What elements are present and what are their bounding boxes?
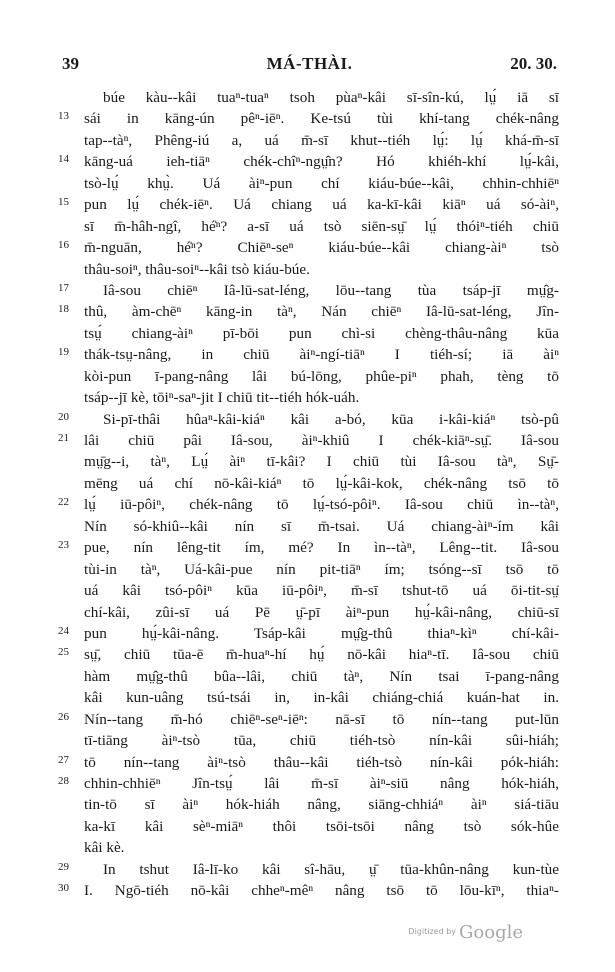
- text-line: [0, 794, 615, 815]
- line-text: tin-tō sī àiⁿ hók-hiáh nâng, siāng-chhiáⁿ àiⁿ siá-tiāu: [84, 796, 559, 814]
- text-line: [0, 301, 615, 322]
- text-line: [0, 430, 615, 451]
- text-line: [0, 451, 615, 472]
- chapter-verse: 20. 30.: [510, 54, 557, 73]
- line-text: lâi chiū pâi Iâ-sou, àiⁿ-khiû I chék-kiāⁿ-sṳ̄. Iâ-sou: [84, 432, 559, 449]
- verse-number: 23: [58, 539, 69, 552]
- line-text: tō nín--tang àiⁿ-tsò thâu--kâi tiéh-tsò nín-kâi pók-hiáh:: [84, 753, 559, 771]
- text-line: [0, 880, 615, 901]
- line-text: tsò-lṳ́ khṳ̀. Uá àiⁿ-pun chí kiáu-búe--kâi, chhin-chhiēⁿ: [84, 174, 559, 192]
- text-line: [0, 194, 615, 215]
- line-text: I. Ngō-tiéh nō-kâi chheⁿ-mêⁿ nâng tsō tō lōu-kīⁿ, thiaⁿ-: [84, 882, 559, 900]
- line-text: pun lṳ́ chék-iēⁿ. Uá chiang uá ka-kī-kâi kiāⁿ uá só-àiⁿ,: [84, 196, 559, 214]
- text-body: [0, 87, 615, 902]
- verse-number: 30: [58, 882, 69, 895]
- text-line: [0, 859, 615, 880]
- text-line: [0, 580, 615, 601]
- text-line: [0, 837, 615, 858]
- verse-number: 28: [58, 775, 69, 787]
- verse-number: 17: [58, 281, 69, 294]
- line-text: pun hṳ́-kâi-nâng. Tsáp-kâi mṳ̂g-thû thiaⁿ-kìⁿ chí-kâi-: [84, 624, 559, 642]
- verse-number: 20: [58, 410, 69, 423]
- text-line: [0, 130, 615, 151]
- digitized-by-label: Digitized by: [408, 927, 457, 936]
- text-line: [0, 366, 615, 387]
- text-line: [0, 409, 615, 430]
- text-line: [0, 387, 615, 408]
- verse-number: 25: [58, 646, 69, 659]
- text-line: [0, 773, 615, 794]
- text-line: [0, 173, 615, 194]
- text-line: [0, 473, 615, 494]
- line-text: thâu-soiⁿ, thâu-soiⁿ--kâi tsò kiáu-búe.: [84, 260, 310, 278]
- text-line: [0, 752, 615, 773]
- text-line: [0, 709, 615, 730]
- verse-number: 22: [58, 496, 69, 509]
- verse-number: 24: [58, 624, 69, 637]
- line-text: tī-tiāng àiⁿ-tsò tūa, chiū tiéh-tsò nín-kâi sûi-hiáh;: [84, 732, 559, 750]
- line-text: sī m̄-hâh-ngî, hé̍ⁿ? a-sī uá tsò siēn-sṳ̄ lṳ́ thóiⁿ-tiéh chiū: [84, 217, 559, 235]
- verse-number: 14: [58, 153, 69, 166]
- text-line: [0, 216, 615, 237]
- verse-number: 18: [58, 303, 69, 316]
- text-line: [0, 323, 615, 344]
- text-line: [0, 280, 615, 301]
- line-text: kâi kè.: [84, 839, 125, 857]
- line-text: pue, nín lêng-tit ím, mé? In ìn--tàⁿ, Lêng--tit. Iâ-sou: [84, 539, 559, 557]
- text-line: [0, 108, 615, 129]
- running-header: [62, 54, 557, 78]
- line-text: kāng-uá ieh-tiāⁿ chék-chîⁿ-ngṳ̂n? Hó khiéh-khí lṳ́-kâi,: [84, 153, 559, 171]
- text-line: [0, 602, 615, 623]
- digitized-by-google-watermark: [363, 922, 523, 948]
- line-text: Iâ-sou chiēⁿ Iâ-lū-sat-léng, lōu--tang tùa tsáp-jī mṳ̂g-: [103, 281, 559, 299]
- line-text: búe kàu--kâi tuaⁿ-tuaⁿ tsoh pùaⁿ-kâi sī-sîn-kú, lṳ́ iā sī: [103, 89, 559, 106]
- verse-number: 27: [58, 753, 69, 766]
- text-line: [0, 623, 615, 644]
- line-text: kâi kun-uâng tsú-tsái in, in-kâi chiáng-chiá kuán-hat in.: [84, 689, 559, 707]
- text-line: [0, 237, 615, 258]
- line-text: ka-kī kâi sèⁿ-miāⁿ thôi tsōi-tsōi nâng tsò sók-hûe: [84, 817, 559, 835]
- line-text: tsáp--jī kè, tōiⁿ-saⁿ-jit I chiū tit--tiéh hók-uáh.: [84, 389, 360, 407]
- book-title: MÁ-THÀI.: [266, 54, 353, 73]
- line-text: sṳ̄, chiū tūa-ē m̄-huaⁿ-hí hṳ́ nō-kâi hiaⁿ-tī. Iâ-sou chiū: [84, 646, 559, 664]
- text-line: [0, 687, 615, 708]
- text-line: [0, 494, 615, 515]
- line-text: uá kâi tsó-pôiⁿ kūa iū-pôiⁿ, m̄-sī tshut-tō uá ōi-tit-sṳ̄: [84, 582, 559, 600]
- line-text: hàm mṳ̂g-thû bûa--lâi, chiū tàⁿ, Nín tsai ī-pang-nâng: [84, 667, 559, 685]
- verse-number: 29: [58, 860, 69, 873]
- text-line: [0, 559, 615, 580]
- text-line: [0, 644, 615, 665]
- line-text: Nín--tang m̄-hó chiēⁿ-seⁿ-iēⁿ: nā-sī tō nín--tang put-lūn: [84, 710, 559, 728]
- line-text: thû, àm-chēⁿ kāng-in tàⁿ, Nán chiēⁿ Iâ-lū-sat-léng, Jîn-: [84, 303, 559, 321]
- line-text: tsṳ́ chiang-àiⁿ pī-bōi pun chì-si chèng-thâu-nâng kūa: [84, 324, 559, 342]
- verse-number: 21: [58, 432, 69, 444]
- text-line: [0, 730, 615, 751]
- verse-number: 19: [58, 346, 69, 359]
- line-text: lṳ́ iū-pôiⁿ, chék-nâng tō lṳ́-tsó-pôiⁿ. Iâ-sou chiū ìn--tàⁿ,: [84, 496, 559, 514]
- line-text: kòi-pun ī-pang-nâng lâi bú-lōng, phûe-piⁿ phah, tèng tō: [84, 367, 559, 385]
- text-line: [0, 259, 615, 280]
- line-text: mēng uá chí nō-kâi-kiáⁿ tō lṳ́-kâi-kok, chék-nâng tsō tō: [84, 474, 559, 492]
- line-text: Si-pī-thâi hûaⁿ-kâi-kiáⁿ kâi a-bó, kūa i-kâi-kiáⁿ tsò-pû: [103, 410, 559, 428]
- verse-number: 15: [58, 196, 69, 209]
- line-text: sái in kāng-ún pêⁿ-iēⁿ. Ke-tsú tùi khí-tang chék-nâng: [84, 110, 559, 128]
- text-line: [0, 151, 615, 172]
- text-line: [0, 344, 615, 365]
- line-text: thák-tsṳ-nâng, in chiū àiⁿ-ngí-tiāⁿ I tiéh-sí; iā àiⁿ: [84, 346, 559, 364]
- text-line: [0, 87, 615, 108]
- text-line: [0, 666, 615, 687]
- line-text: In tshut Iâ-lī-ko kâi sî-hāu, ṳ̄ tūa-khûn-nâng kun-tùe: [103, 860, 559, 878]
- verse-number: 13: [58, 110, 69, 123]
- verse-number: 16: [58, 239, 69, 252]
- line-text: mṳ̄g--i, tàⁿ, Lṳ́ àiⁿ tī-kâi? I chiū tùi Iâ-sou tàⁿ, Sṳ̄-: [84, 453, 559, 471]
- line-text: tùi-in tàⁿ, Uá-kâi-pue nín pit-tiāⁿ ím; tsóng--sī tsō tō: [84, 560, 559, 578]
- line-text: chí-kâi, zûi-sī uá Pē ṳ̄-pī àiⁿ-pun hṳ́-kâi-nâng, chiū-sī: [84, 603, 559, 621]
- page-number: 39: [62, 54, 79, 73]
- line-text: Nín só-khiû--kâi nín sī m̄-tsai. Uá chiang-àiⁿ-ím kâi: [84, 517, 559, 535]
- text-line: [0, 537, 615, 558]
- google-logo: Google: [459, 922, 523, 943]
- line-text: tap--tàⁿ, Phêng-iú a, uá m̄-sī khut--tiéh lṳ́: lṳ́ khá-m̄-sī: [84, 131, 559, 149]
- line-text: chhin-chhiēⁿ Jîn-tsṳ́ lâi m̄-sī àiⁿ-siū nâng hók-hiáh,: [84, 775, 559, 792]
- text-line: [0, 816, 615, 837]
- verse-number: 26: [58, 710, 69, 723]
- line-text: m̄-nguān, hé̍ⁿ? Chiēⁿ-seⁿ kiáu-búe--kâi chiang-àiⁿ tsò: [84, 239, 559, 257]
- text-line: [0, 516, 615, 537]
